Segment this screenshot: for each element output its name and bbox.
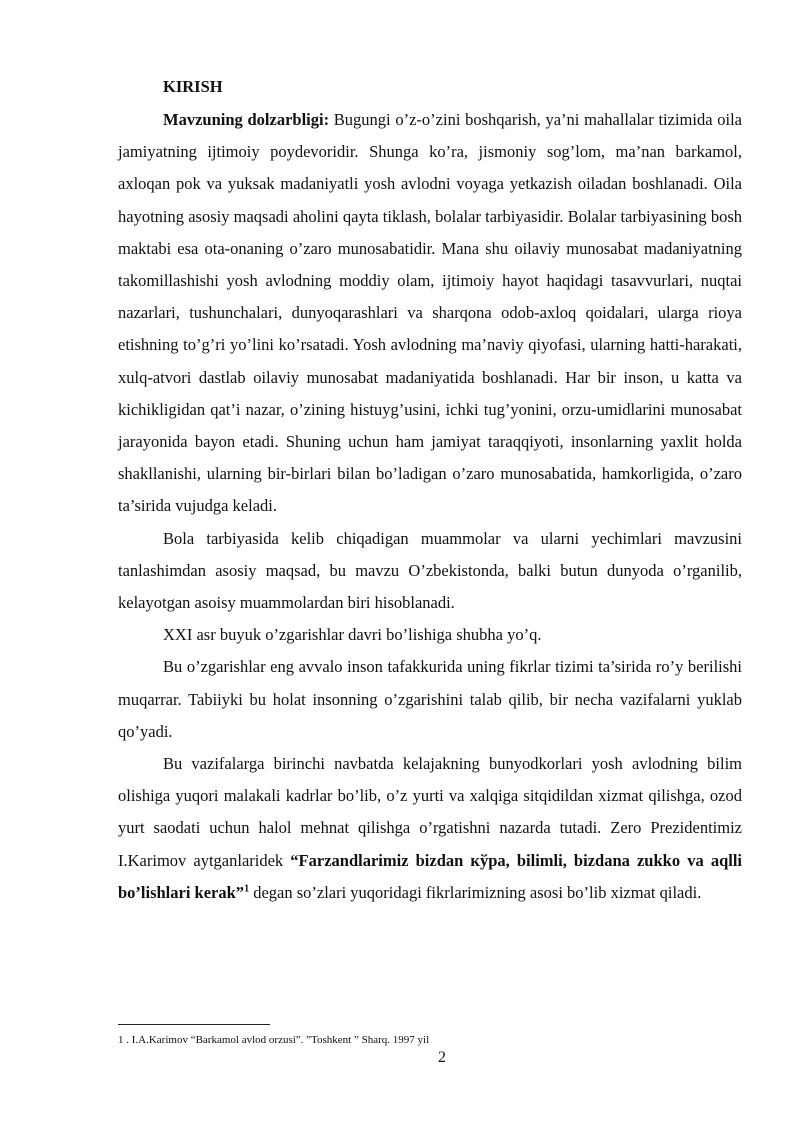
paragraph-relevance [118, 104, 742, 523]
paragraph-changes: Bu o’zgarishlar eng avvalo inson tafakkurida uning fikrlar tizimi ta’sirida ro’y berilishi muqarrar. Tabiiyki bu holat insonning o’zgarishini talab qilib, bir necha vazifalarni yuklab qo’yadi. [118, 657, 742, 741]
page-number: 2 [438, 1049, 446, 1066]
paragraph-tasks [118, 748, 742, 909]
section-heading: KIRISH [163, 77, 223, 96]
paragraph-21st-century: XXI asr buyuk o’zgarishlar davri bo’lishiga shubha yo’q. [163, 625, 542, 645]
tasks-text-end: degan so’zlari yuqoridagi fikrlarimizning asosi bo’lib xizmat qiladi. [249, 882, 702, 902]
relevance-lead: Mavzuning dolzarbligi: [163, 110, 330, 129]
footnote-separator [118, 1024, 270, 1025]
footnote: 1 . I.A.Karimov “Barkamol avlod orzusi”. ”Toshkent ” Sharq. 1997 yil [118, 1034, 430, 1046]
president-quote: “Farzandlarimiz bizdan кўpa, bilimli, bizdana zukko va aqlli bo’lishlari kerak” [118, 850, 742, 902]
body-text [118, 104, 742, 909]
paragraph-topic-choice: Bola tarbiyasida kelib chiqadigan muammolar va ularni yechimlari mavzusini tanlashimdan asosiy maqsad, bu mavzu O’zbekistonda, balki butun dunyoda o’rganilib, kelayotgan asoisy muammolardan biri hisoblanadi. [118, 528, 742, 613]
tasks-text: Bu vazifalarga birinchi navbatda kelajakning bunyodkorlari yosh avlodning bilim olishiga yuqori malakali kadrlar bo’lib, o’z yurti va xalqiga sitqidildan xizmat qilishga, ozod yurt saodati uchun halol mehnat qilishga o’rgatishni nazarda tutadi. Zero Prezidentimiz I.Karimov aytganlaridek [118, 754, 742, 870]
relevance-body: Bugungi o’z-o’zini boshqarish, ya’ni mahallalar tizimida oila jamiyatning ijtimoiy poydevoridir. Shunga ko’ra, jismoniy sog’lom, ma’nan barkamol, axloqan pok va yuksak madaniyatli yosh avlodni voyaga yetkazish oiladan boshlanadi. Oila hayotning asosiy maqsadi aholini qayta tiklash, bolalar tarbiyasidir. Bolalar tarbiyasining bosh maktabi esa ota-onaning o’zaro munosabatidir. Mana shu oilaviy munosabat madaniyatning takomillashishi yosh avlodning moddiy olam, ijtimoiy hayot haqidagi tasavvurlari, nuqtai nazarlari, tushunchalari, dunyoqarashlari va sharqona odob-axloq qoidalari, ularga rioya etishning to’g’ri yo’lini ko’rsatadi. Yosh avlodning ma’naviy qiyofasi, ularning hatti-harakati, xulq-atvori dastlab oilaviy munosabat madaniyatida boshlanadi. Har bir inson, u katta va kichikligidan qat’i nazar, o’zining histuyg’usini, ichki tug’yonini, orzu-umidlarini munosabat jarayonida bayon etadi. Shuning uchun ham jamiyat taraqqiyoti, insonlarning yaxlit holda shakllanishi, ularning bir-birlari bilan bo’ladigan o’zaro munosabatida, hamkorligida, o’zaro ta’sirida vujudga keladi. [118, 110, 742, 516]
footnote-reference[interactable]: 1 [244, 883, 250, 895]
